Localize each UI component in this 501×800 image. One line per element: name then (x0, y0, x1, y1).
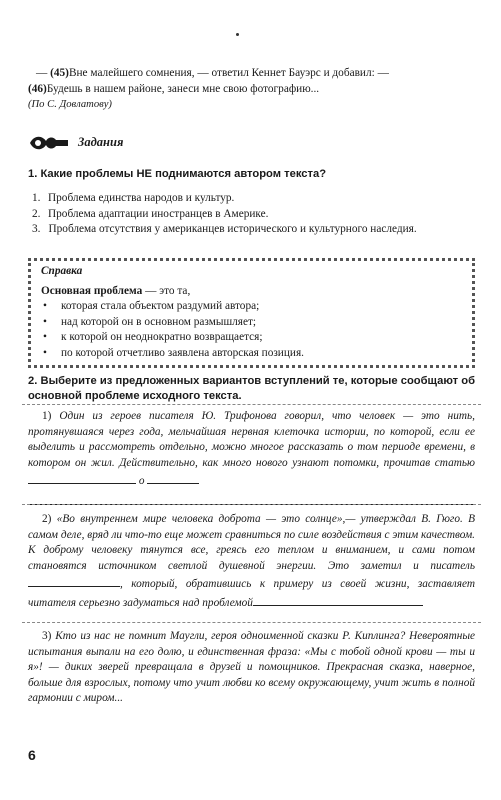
question-1-options (28, 191, 475, 238)
tasks-heading (28, 134, 475, 152)
example-1-blank-article[interactable] (28, 471, 136, 484)
example-1-text: Один из героев писателя Ю. Трифонова говорил, что человек — это нить, протянувшаяся через года, мельчайшая нервная клеточка истории, по которой, если ее выделить и рассмотреть отдельно, можно многое рассказать о том периоде времени, в котором он жил. Действительно, как много нового узнают потомки, прочитав статью (28, 410, 475, 469)
question-1-title: 1. Какие проблемы НЕ поднимаются автором текста? (28, 168, 327, 180)
example-3 (28, 629, 475, 707)
example-2-blank-problem[interactable] (253, 593, 423, 606)
reference-item: • по которой отчетливо заявлена авторская позиция. (41, 346, 462, 362)
option-2: 2. Проблема адаптации иностранцев в Америке. (32, 207, 269, 220)
example-3-number: 3) (42, 630, 52, 642)
intro-line-2: Будешь в нашем районе, занеси мне свою фотографию... (46, 82, 320, 95)
reference-item: • которая стала объектом раздумий автора; (41, 299, 462, 315)
reference-item: • над которой он в основном размышляет; (41, 315, 462, 331)
example-2-text: «Во внутреннем мире человека доброта — это солнце»,— утверждал В. Гюго. В самом деле, вряд ли что-то еще может сравниться по силе воздействия с этим качеством. К доброму человеку тянутся все, греясь его теплом и вниманием, и сами потом становятся источником светлой душевной энергии. Это заметил и писатель (28, 513, 476, 572)
sentence-number-45: (45) (50, 67, 69, 79)
reference-title: Справка (41, 265, 83, 277)
option-1: 1. Проблема единства народов и культур. (32, 192, 235, 204)
example-1-number: 1) (42, 410, 52, 422)
tasks-title: Задания (78, 135, 124, 150)
example-2-text-after: , который, обратившись к примеру из своей жизни, заставляет читателя серьезно задуматься над проблемой (28, 578, 475, 609)
example-2 (28, 512, 475, 612)
option-3: 3. Проблема отсутствия у американцев исторического и культурного наследия. (32, 223, 417, 236)
reference-definition: Основная проблема — это та, (41, 284, 191, 297)
sentence-number-46: (46) (28, 82, 47, 95)
question-2-title: 2. Выберите из предложенных вариантов вступлений те, которые сообщают об основной проблеме исходного текста. (28, 375, 475, 402)
example-2-blank-writer[interactable] (28, 574, 120, 587)
intro-dash: — (36, 67, 51, 79)
example-2-separator (22, 504, 481, 505)
example-3-separator (22, 622, 481, 623)
reference-item: • к которой он неоднократно возвращается; (41, 330, 462, 346)
example-1-separator (22, 404, 481, 405)
example-2-number: 2) (42, 513, 52, 525)
attribution: (По С. Довлатову) (28, 99, 112, 111)
intro-paragraph (28, 66, 475, 113)
example-3-text: Кто из нас не помнит Маугли, героя одноименной сказки Р. Киплинга? Невероятные испытания выпали на его долю, и единственная фраза: «Мы с тобой одной крови — ты и я»! — диких зверей превращала в друзей и помощников. Прекрасная сказка, наверное, больше для взрослых, потому что учит любви ко всему окружающему, учит жить в полной гармонии с миром... (28, 630, 475, 705)
print-dot (236, 33, 239, 36)
intro-line-1: Вне малейшего сомнения, — ответил Кеннет Бауэрс и добавил: — (68, 67, 389, 79)
reference-term: Основная проблема (41, 284, 143, 297)
page-number: 6 (28, 747, 36, 763)
reference-list (41, 299, 462, 361)
example-1: 1) Один из героев писателя Ю. Трифонова говорил, что человек — это нить, протянувшаяся через года, мельчайшая нервная клеточка истории, по которой, если ее выделить и рассмотреть отдельно, можно многое рассказать о том периоде времени, в котором он жил. Действительно, как много нового узнают потомки, прочитав статью о (28, 409, 475, 505)
quill-icon (28, 134, 70, 152)
question-1 (28, 167, 475, 238)
example-1-blank-topic[interactable] (147, 471, 199, 484)
reference-box (28, 258, 475, 368)
